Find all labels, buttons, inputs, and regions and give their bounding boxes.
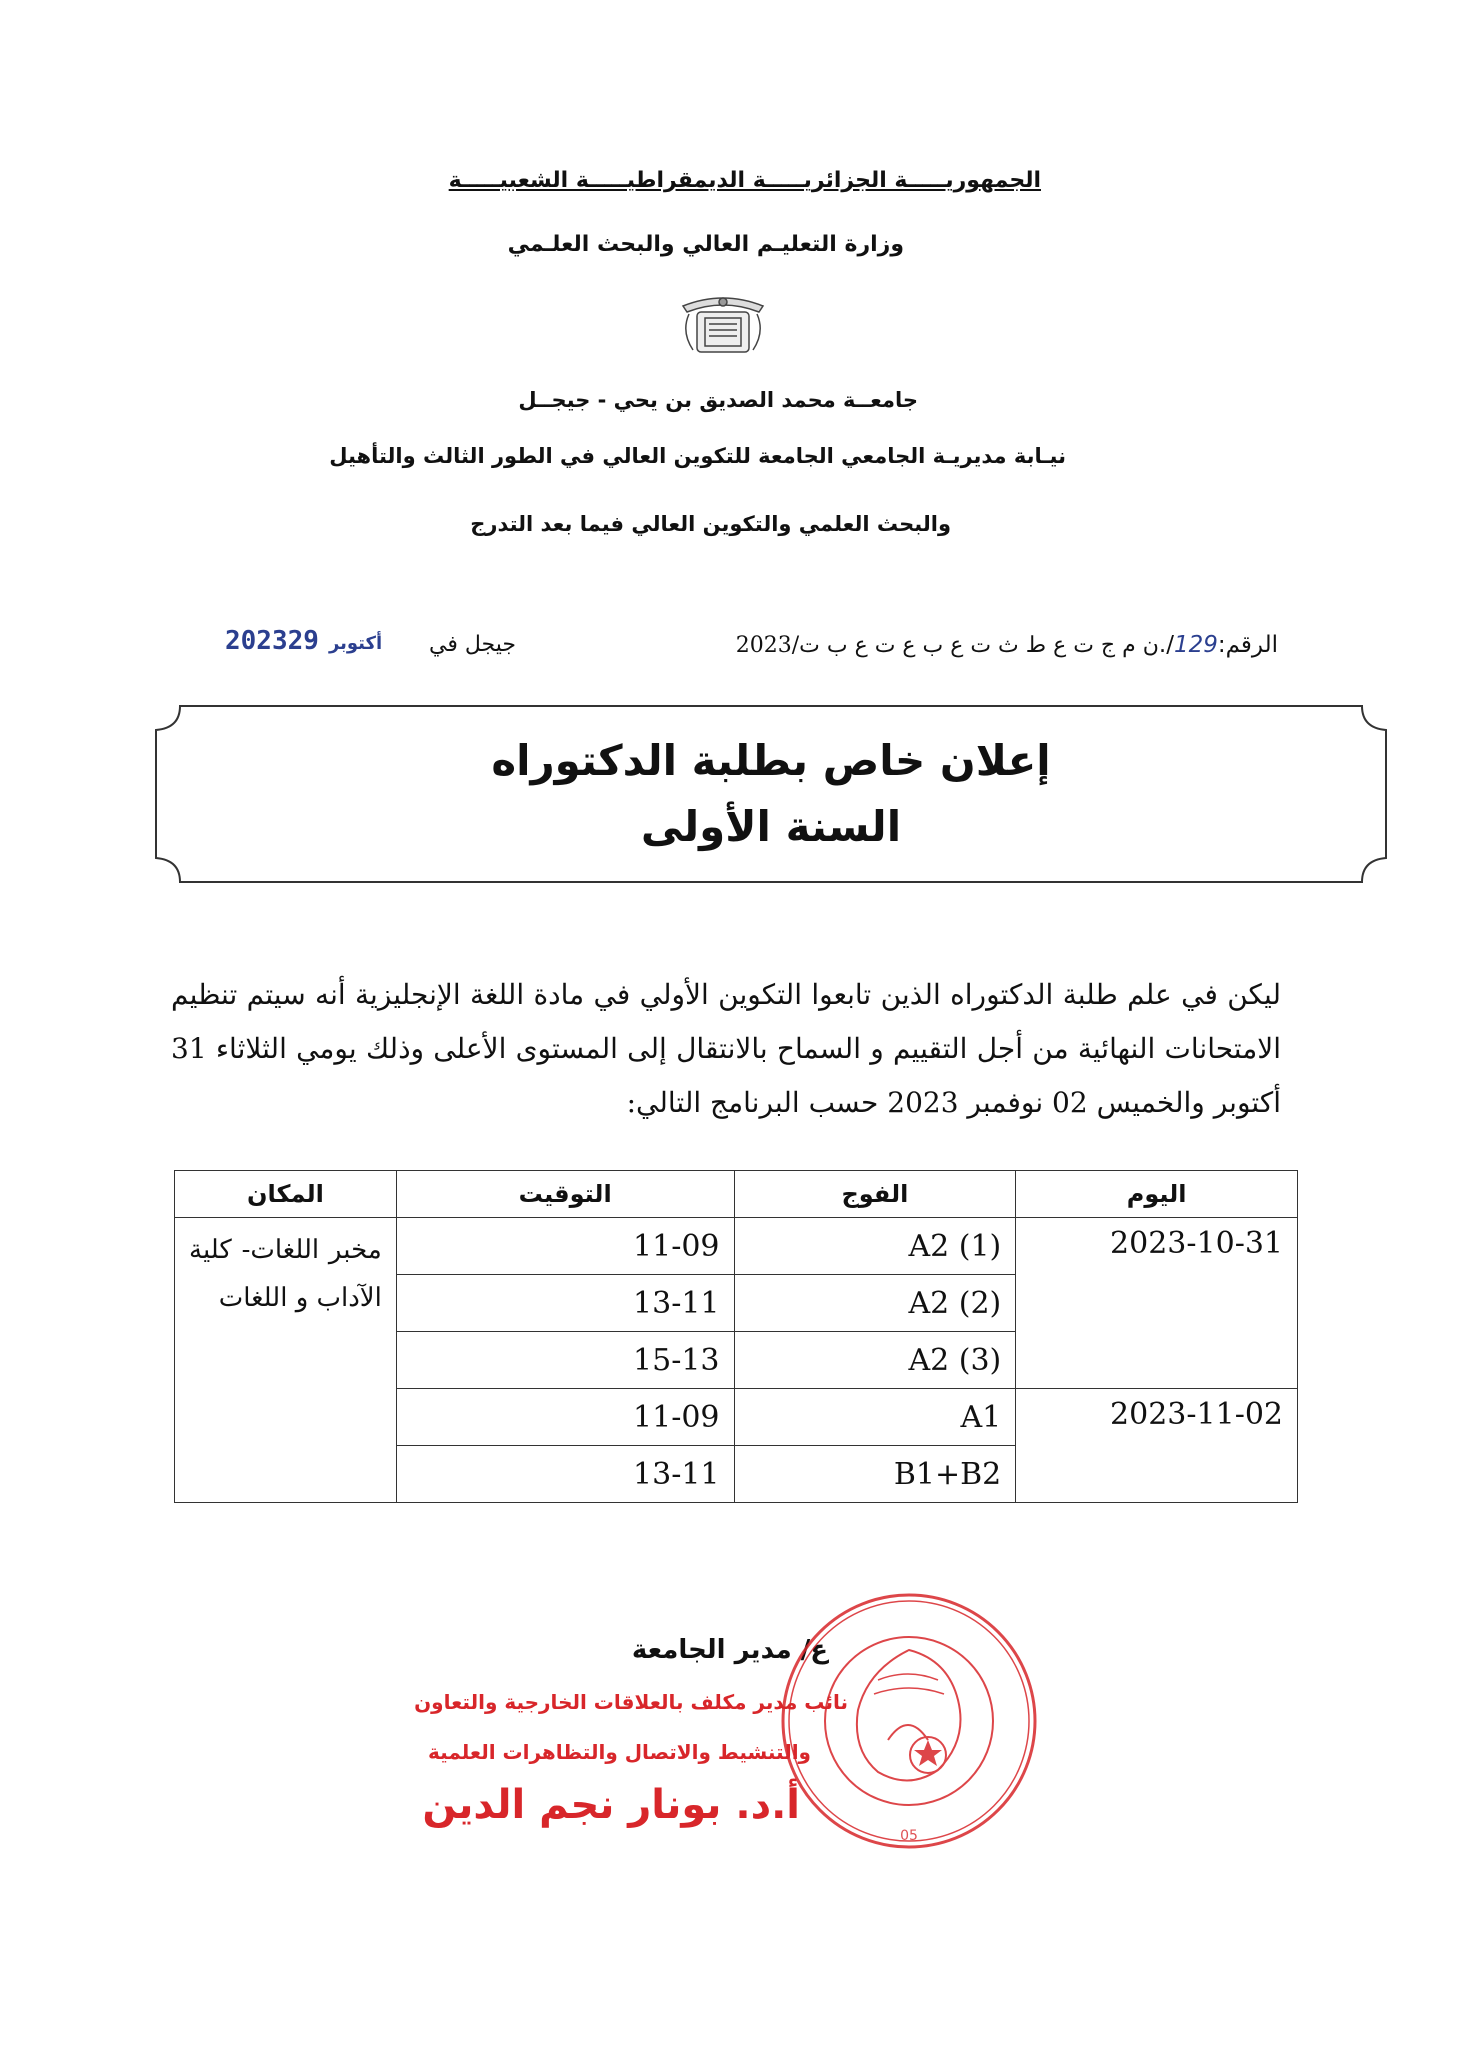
date-day: 29	[287, 626, 319, 656]
cell-time: 15-13	[396, 1332, 734, 1389]
cell-time: 11-09	[396, 1218, 734, 1275]
vice-rectorate-line2: والبحث العلمي والتكوين العالي فيما بعد التدرج	[470, 512, 951, 536]
cell-day: 2023-11-02	[1016, 1389, 1298, 1503]
announcement-body: ليكن في علم طلبة الدكتوراه الذين تابعوا التكوين الأولي في مادة اللغة الإنجليزية أنه سيتم تنظيم الامتحانات النهائية من أجل التقييم و السماح بالانتقال إلى المستوى الأعلى وذلك يومي الثلاثاء 31 أكتوبر والخميس 02 نوفمبر 2023 حسب البرنامج التالي:	[171, 978, 1281, 1119]
reference-number: الرقم:129/.ن م ج ت ع ط ث ت ع ب ع ت ع ب ت/2023	[735, 632, 1278, 658]
reference-label: الرقم:	[1217, 632, 1278, 658]
cell-place: مخبر اللغات- كلية الآداب و اللغات	[175, 1218, 397, 1503]
official-stamp-icon	[778, 1590, 1040, 1852]
republic-heading: الجمهوريـــــة الجزائريـــــة الديمقراطيـــــة الشعبيـــــة	[448, 168, 1041, 193]
signatory-name: أ.د. بونار نجم الدين	[422, 1782, 800, 1828]
cell-group: B1+B2	[734, 1446, 1016, 1503]
announcement-subtitle: السنة الأولى	[640, 802, 902, 851]
cell-group: A2 (2)	[734, 1275, 1016, 1332]
exam-schedule-table	[174, 1170, 1298, 1503]
cell-group: A2 (3)	[734, 1332, 1016, 1389]
cell-time: 11-09	[396, 1389, 734, 1446]
ministry-heading: وزارة التعليـم العالي والبحث العلـمي	[507, 232, 904, 257]
date-month: أكتوبر	[328, 633, 383, 654]
signature-position-line2: والتنشيط والاتصال والتظاهرات العلمية	[428, 1740, 811, 1764]
cell-day: 2023-10-31	[1016, 1218, 1298, 1389]
reference-code: ن م ج ت ع ط ث ت ع ب ع ت ع ب ت/2023	[735, 633, 1159, 658]
vice-rectorate-line1: نيـابة مديريـة الجامعي الجامعة للتكوين العالي في الطور الثالث والتأهيل	[329, 444, 1066, 468]
header-place: المكان	[175, 1171, 397, 1218]
svg-text:05: 05	[900, 1828, 918, 1844]
scroll-frame-border	[152, 702, 1390, 886]
university-emblem-icon	[675, 288, 771, 360]
cell-group: A1	[734, 1389, 1016, 1446]
university-name: جامعــة محمد الصديق بن يحي - جيجــل	[518, 388, 918, 412]
announcement-title: إعلان خاص بطلبة الدكتوراه	[491, 736, 1051, 785]
date-year: 2023	[225, 626, 288, 656]
date-place-label: جيجل في	[429, 632, 516, 657]
cell-group: A2 (1)	[734, 1218, 1016, 1275]
header-group: الفوج	[734, 1171, 1016, 1218]
header-day: اليوم	[1016, 1171, 1298, 1218]
signature-title: ع/ مدير الجامعة	[631, 1635, 828, 1665]
signature-position-line1: نائب مدير مكلف بالعلاقات الخارجية والتعاون	[414, 1690, 848, 1714]
reference-number-value: 129	[1173, 632, 1218, 658]
announcement-title-frame	[152, 702, 1390, 886]
cell-time: 13-11	[396, 1275, 734, 1332]
cell-time: 13-11	[396, 1446, 734, 1503]
table-row	[175, 1218, 1298, 1275]
table-header-row	[175, 1171, 1298, 1218]
date-stamp	[225, 626, 392, 656]
header-time: التوقيت	[396, 1171, 734, 1218]
